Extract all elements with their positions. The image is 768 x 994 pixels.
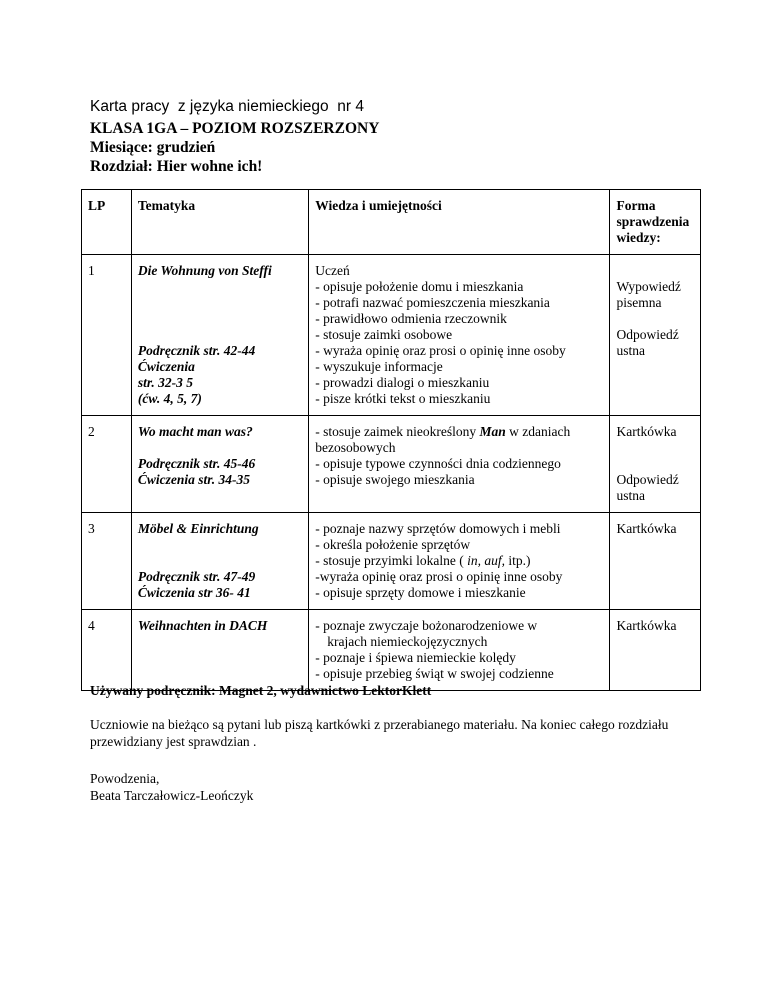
reference-line: Ćwiczenia	[137, 359, 195, 374]
class-level-heading: KLASA 1GA – POZIOM ROZSZERZONY	[90, 120, 380, 137]
skills-cell	[309, 513, 610, 610]
skills-cell	[309, 416, 610, 513]
skill-item: - stosuje zaimki osobowe	[315, 327, 453, 342]
worksheet-title: Karta pracy z języka niemieckiego nr 4	[90, 98, 364, 115]
skill-item: - poznaje i śpiewa niemieckie kolędy	[315, 650, 516, 665]
textbook-note: Używany podręcznik: Magnet 2, wydawnictwo LektorKlett	[90, 683, 432, 698]
reference-line: (ćw. 4, 5, 7)	[137, 391, 202, 406]
skills-cell	[309, 610, 610, 691]
topic-title: Möbel & Einrichtung	[137, 521, 259, 536]
skill-item: - wyraża opinię oraz prosi o opinię inne osoby	[315, 343, 566, 358]
assessment-form: Odpowiedź ustna	[616, 327, 679, 358]
signature: Beata Tarczałowicz-Leończyk	[90, 788, 254, 803]
table-row	[82, 416, 701, 513]
form-cell	[610, 513, 701, 610]
skill-item: - wyszukuje informacje	[315, 359, 443, 374]
skill-item: - stosuje zaimek nieokreślony Man w zdaniach bezosobowych	[315, 424, 571, 455]
topic-cell	[131, 610, 308, 691]
reference-line: Ćwiczenia str. 34-35	[137, 472, 250, 487]
lesson-plan-table	[81, 189, 701, 691]
assessment-form: Kartkówka	[616, 618, 677, 633]
topic-title: Weihnachten in DACH	[137, 618, 268, 633]
topic-title: Die Wohnung von Steffi	[137, 263, 272, 278]
skill-item: krajach niemieckojęzycznych	[327, 634, 488, 649]
months-heading: Miesiące: grudzień	[90, 139, 216, 156]
skill-item: - potrafi nazwać pomieszczenia mieszkania	[315, 295, 550, 310]
topic-title: Wo macht man was?	[137, 424, 253, 439]
header-form: Forma sprawdzenia wiedzy:	[610, 190, 701, 255]
topic-cell	[131, 513, 308, 610]
skill-item: Uczeń	[315, 263, 350, 278]
skill-item: -wyraża opinię oraz prosi o opinię inne osoby	[315, 569, 563, 584]
topic-cell	[131, 255, 308, 416]
skill-item: - prawidłowo odmienia rzeczownik	[315, 311, 507, 326]
assessment-form: Kartkówka	[616, 424, 677, 439]
table-row	[82, 255, 701, 416]
header-lp: LP	[82, 190, 132, 255]
row-number: 4	[82, 610, 132, 691]
skill-item: - opisuje sprzęty domowe i mieszkanie	[315, 585, 526, 600]
skill-item: - opisuje położenie domu i mieszkania	[315, 279, 524, 294]
skill-item: - poznaje zwyczaje bożonarodzeniowe w	[315, 618, 538, 633]
assessment-note: Uczniowie na bieżąco są pytani lub piszą kartkówki z przerabianego materiału. Na koniec całego rozdziału przewidziany jest sprawdzian .	[90, 717, 669, 749]
closing-block	[90, 770, 253, 804]
chapter-heading: Rozdział: Hier wohne ich!	[90, 158, 263, 175]
reference-line: Podręcznik str. 42-44	[137, 343, 256, 358]
reference-line: Podręcznik str. 47-49	[137, 569, 256, 584]
table-header-row	[82, 190, 701, 255]
skill-item: - opisuje przebieg świąt w swojej codzienne	[315, 666, 554, 681]
skill-item: - opisuje swojego mieszkania	[315, 472, 475, 487]
header-topic: Tematyka	[131, 190, 308, 255]
form-cell	[610, 416, 701, 513]
assessment-form: Wypowiedź pisemna	[616, 279, 681, 310]
skill-item: - określa położenie sprzętów	[315, 537, 471, 552]
skill-item: - opisuje typowe czynności dnia codziennego	[315, 456, 561, 471]
table-row	[82, 610, 701, 691]
row-number: 2	[82, 416, 132, 513]
skills-cell	[309, 255, 610, 416]
reference-line: str. 32-3 5	[137, 375, 193, 390]
table-row	[82, 513, 701, 610]
form-cell	[610, 255, 701, 416]
form-cell	[610, 610, 701, 691]
topic-cell	[131, 416, 308, 513]
skill-item: - pisze krótki tekst o mieszkaniu	[315, 391, 491, 406]
greeting: Powodzenia,	[90, 771, 160, 786]
row-number: 3	[82, 513, 132, 610]
skill-item: - stosuje przyimki lokalne ( in, auf, itp.)	[315, 553, 531, 568]
reference-line: Ćwiczenia str 36- 41	[137, 585, 251, 600]
assessment-form: Odpowiedź ustna	[616, 472, 679, 503]
emphasis-man: Man	[479, 424, 506, 439]
header-knowledge: Wiedza i umiejętności	[309, 190, 610, 255]
assessment-form: Kartkówka	[616, 521, 677, 536]
skill-item: - prowadzi dialogi o mieszkaniu	[315, 375, 490, 390]
emphasis-prepositions: in, auf,	[467, 553, 506, 568]
reference-line: Podręcznik str. 45-46	[137, 456, 256, 471]
skill-item: - poznaje nazwy sprzętów domowych i mebli	[315, 521, 561, 536]
row-number: 1	[82, 255, 132, 416]
